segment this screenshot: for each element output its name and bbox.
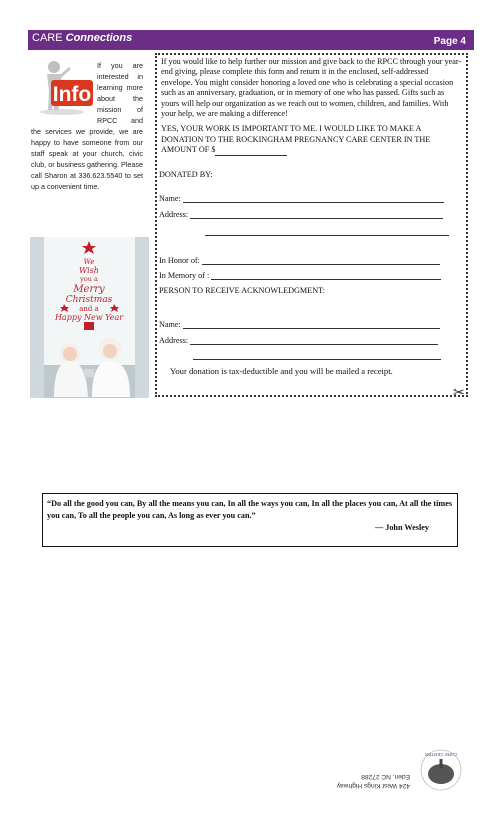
title-italic: Connections <box>65 32 133 44</box>
honor-field[interactable] <box>202 255 440 265</box>
page-header <box>28 30 474 50</box>
logo-text: CARE CENTER <box>424 752 458 757</box>
pledge-text: YES, YOUR WORK IS IMPORTANT TO ME. I WOULD LIKE TO MAKE A DONATION TO THE ROCKINGHAM PREGNANCY CARE CENTER IN THE AMOUNT OF $ <box>161 124 431 155</box>
donor-name-field[interactable] <box>183 193 444 203</box>
greeting-line-3: you a <box>80 275 98 283</box>
amount-field[interactable] <box>215 146 287 156</box>
greeting-line-2: Wish <box>79 266 99 275</box>
form-pledge <box>161 124 462 155</box>
title-plain: CARE <box>32 32 66 44</box>
donor-name-label: Name: <box>159 194 181 203</box>
greeting-line-5: Christmas <box>65 295 113 305</box>
christmas-image <box>30 237 149 398</box>
quote-author: — John Wesley <box>375 523 429 532</box>
greeting-line-7: Happy New Year <box>54 313 124 322</box>
donor-address-field[interactable] <box>190 209 443 219</box>
memory-field[interactable] <box>211 270 441 280</box>
ack-name-field[interactable] <box>183 319 440 329</box>
donated-by-heading: DONATED BY: <box>159 170 213 179</box>
donor-address-row <box>159 209 443 219</box>
ack-address-field[interactable] <box>190 335 438 345</box>
greeting-line-1: We <box>83 258 95 266</box>
scissors-icon: ✂ <box>453 386 465 401</box>
donor-address-line-2 <box>205 226 449 236</box>
acknowledgment-heading: PERSON TO RECEIVE ACKNOWLEDGMENT: <box>159 286 325 295</box>
info-paragraph <box>31 60 143 192</box>
honor-label: In Honor of: <box>159 256 200 265</box>
ack-name-label: Name: <box>159 320 181 329</box>
info-icon-label: Info <box>52 83 92 106</box>
quote-box <box>42 493 458 547</box>
care-center-logo <box>419 748 463 792</box>
ack-address-line-2 <box>193 350 441 360</box>
form-intro: If you would like to help further our mission and give back to the RPCC through your year-end giving, please complete this form and return it in the enclosed, self-addressed envelope. You might consider honoring a loved one who is celebrating a special occasion such as an anniversary, graduation, or in memory of one who has passed. Gifts such as yours will help our organization as we reach out to women, children, and families. With your help, we are making a difference! <box>161 57 462 119</box>
ack-name-row <box>159 319 440 329</box>
donation-form <box>155 53 468 397</box>
memory-row <box>159 270 441 280</box>
memory-label: In Memory of : <box>159 271 210 280</box>
quote-text: “Do all the good you can, By all the means you can, In all the ways you can, In all the places you can, At all the times you can, To all the people you can, As long as ever you can.” <box>47 499 453 520</box>
page-number: Page 4 <box>433 36 466 47</box>
return-street: 424 West Kings Highway <box>336 782 410 789</box>
ack-address-label: Address: <box>159 336 189 345</box>
newsletter-title <box>32 32 132 44</box>
return-city: Eden, NC 27288 <box>361 773 410 780</box>
donor-name-row <box>159 193 444 203</box>
info-text: If you are interested in learning more about the mission of RPCC and the services we provide, we are happy to have someone from our staff speak at your church, civic club, or business gathering. Please call Sharon at 336.623.5540 to set up a convenient time. <box>31 61 143 191</box>
return-address <box>330 760 410 790</box>
greeting-line-6: and a <box>79 305 99 313</box>
form-footer: Your donation is tax-deductible and you will be mailed a receipt. <box>170 366 393 376</box>
greeting-line-4: Merry <box>73 284 105 295</box>
ack-address-field-2[interactable] <box>193 350 441 360</box>
honor-row <box>159 255 440 265</box>
donor-address-label: Address: <box>159 210 189 219</box>
ack-address-row <box>159 335 438 345</box>
donor-address-field-2[interactable] <box>205 226 449 236</box>
